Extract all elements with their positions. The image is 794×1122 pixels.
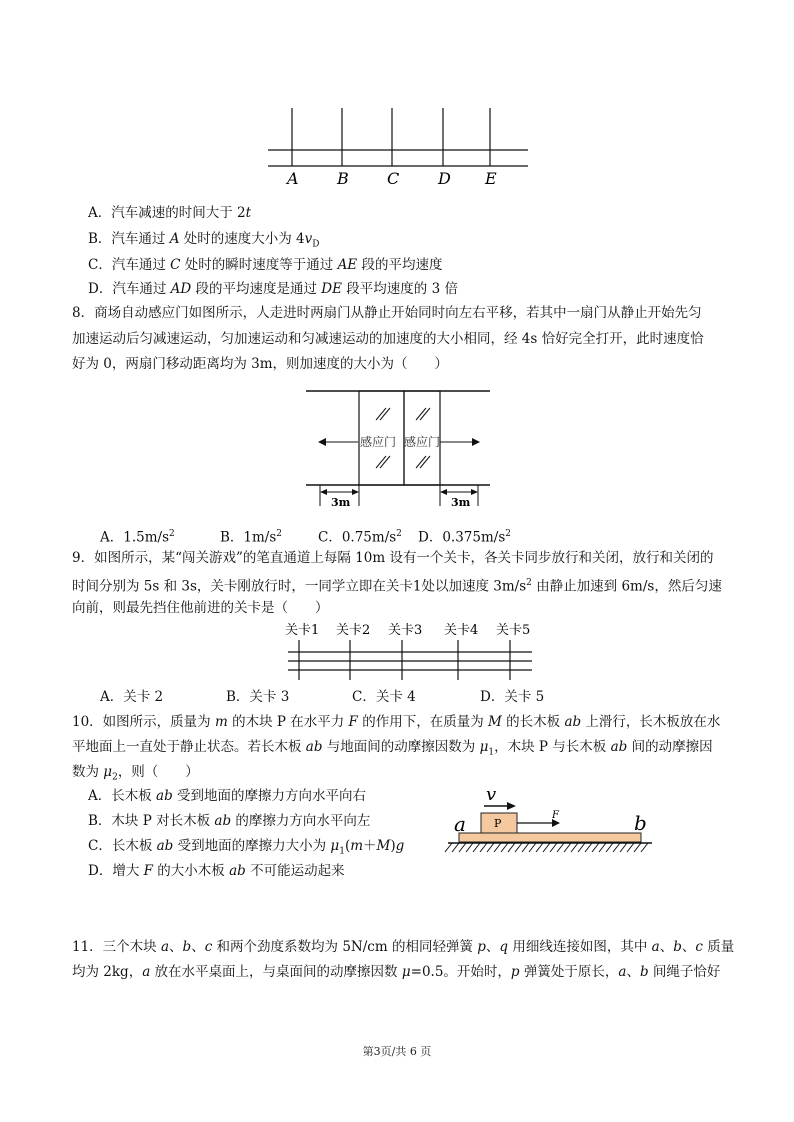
ground-hatch-line — [445, 843, 452, 852]
q9-checkpoint-figure — [282, 618, 538, 684]
q10-end-a: a — [454, 812, 466, 836]
q8-option-c: C．$0.75m/s^2$ — [318, 529, 402, 546]
ground-hatch-line — [480, 843, 487, 852]
ground-hatch-line — [557, 843, 564, 852]
q7-option-d: D．汽车通过 AD 段的平均速度是通过 DE 段平均速度的 3 倍 — [88, 281, 458, 297]
q7-label-e: E — [485, 169, 497, 188]
ground-hatch-line — [543, 843, 550, 852]
q10-option-c: C．长木板 ab 受到地面的摩擦力大小为 $\mu_1(m+M)g$ — [88, 838, 405, 857]
ground-hatch-line — [508, 843, 515, 852]
q9-option-a: A．关卡 2 — [100, 689, 164, 705]
ground-hatch-line — [487, 843, 494, 852]
q9-label-4: 关卡4 — [444, 623, 479, 638]
ground-hatch-line — [522, 843, 529, 852]
ground-hatch-line — [592, 843, 599, 852]
q8-door-figure — [306, 386, 490, 514]
q8-door-label-right: 感应门 — [404, 435, 441, 449]
ground-hatch-line — [452, 843, 459, 852]
ground-hatch-line — [529, 843, 536, 852]
q8-stem-line1: 8．商场自动感应门如图所示，人走进时两扇门从静止开始同时向左右平移，若其中一扇门从静止开始先匀 — [72, 305, 702, 321]
ground-hatch-line — [515, 843, 522, 852]
ground-hatch-line — [501, 843, 508, 852]
ground-hatch-line — [585, 843, 592, 852]
ground-hatch-line — [627, 843, 634, 852]
ground-hatch-line — [641, 843, 648, 852]
q11-stem-line2: 均为 2kg，a 放在水平桌面上，与桌面间的动摩擦因数 μ=0.5。开始时，p 弹簧处于原长，a、b 间绳子恰好 — [72, 964, 721, 980]
q8-option-d: D．$0.375m/s^2$ — [418, 529, 511, 546]
q9-label-1: 关卡1 — [285, 623, 320, 638]
q10-force-label: F — [552, 810, 559, 821]
q7-label-c: C — [387, 169, 400, 188]
q9-option-c: C．关卡 4 — [352, 689, 416, 705]
q8-stem-line3: 好为 0，两扇门移动距离均为 3m，则加速度的大小为（ ） — [72, 356, 449, 372]
q10-stem-line2: 平地面上一直处于静止状态。若长木板 ab 与地面间的动摩擦因数为 $\mu_1$，木块 P 与长木板 ab 间的动摩擦因 — [72, 739, 713, 758]
q9-option-d: D．关卡 5 — [480, 689, 545, 705]
q7-label-b: B — [337, 169, 349, 188]
q9-label-2: 关卡2 — [336, 623, 371, 638]
q7-option-b: B．汽车通过 A 处时的速度大小为 $4v_D$ — [88, 231, 320, 250]
q9-option-b: B．关卡 3 — [226, 689, 290, 705]
q10-option-b: B．木块 P 对长木板 ab 的摩擦力方向水平向左 — [88, 813, 371, 829]
q10-board-ab — [459, 833, 641, 842]
q9-stem-line2: 时间分别为 5s 和 3s，关卡刚放行时，一同学立即在关卡1处以加速度 $3m/s^2$ 由静止加速到 6m/s，然后匀速 — [72, 578, 722, 595]
ground-hatch-line — [613, 843, 620, 852]
q11-stem-line1: 11．三个木块 a、b、c 和两个劲度系数均为 5N/cm 的相同轻弹簧 p、q 用细线连接如图，其中 a、b、c 质量 — [72, 939, 735, 955]
q10-velocity-label: v — [486, 784, 497, 805]
ground-hatch-line — [564, 843, 571, 852]
q8-dist-label-right: 3m — [451, 496, 471, 509]
ground-hatch-line — [578, 843, 585, 852]
q8-dist-label-left: 3m — [331, 496, 351, 509]
q7-figure — [262, 104, 534, 190]
ground-hatch-line — [473, 843, 480, 852]
q10-option-d: D．增大 F 的大小木板 ab 不可能运动起来 — [88, 863, 345, 879]
ground-hatch-line — [620, 843, 627, 852]
q9-stem-line3: 向前，则最先挡住他前进的关卡是（ ） — [72, 600, 329, 616]
q7-option-a: A．汽车减速的时间大于 2t — [88, 205, 252, 221]
q10-stem-line1: 10．如图所示，质量为 m 的木块 P 在水平力 F 的作用下，在质量为 M 的长木板 ab 上滑行，长木板放在水 — [72, 714, 721, 730]
q9-label-5: 关卡5 — [496, 623, 531, 638]
q10-board-figure — [444, 780, 656, 860]
q8-stem-line2: 加速运动后匀减速运动，匀加速运动和匀减速运动的加速度的大小相同，经 4s 恰好完全打开，此时速度恰 — [72, 331, 704, 347]
q10-option-a: A．长木板 ab 受到地面的摩擦力方向水平向右 — [88, 788, 367, 804]
ground-hatch-line — [606, 843, 613, 852]
q10-stem-line3: 数为 $\mu_2$，则（ ） — [72, 764, 199, 783]
q8-option-b: B．$1m/s^2$ — [220, 529, 283, 546]
q10-end-b: b — [634, 811, 647, 835]
q7-option-c: C．汽车通过 C 处时的瞬时速度等于通过 AE 段的平均速度 — [88, 257, 443, 273]
ground-hatch-line — [634, 843, 641, 852]
ground-hatch-line — [459, 843, 466, 852]
ground-hatch-line — [536, 843, 543, 852]
ground-hatch-line — [571, 843, 578, 852]
q8-door-label-left: 感应门 — [360, 435, 397, 449]
q9-stem-line1: 9．如图所示，某“闯关游戏”的笔直通道上每隔 10m 设有一个关卡，各关卡同步放行和关闭，放行和关闭的 — [72, 550, 714, 566]
q7-label-d: D — [438, 169, 451, 188]
q10-block-label: P — [494, 817, 502, 830]
ground-hatch-line — [550, 843, 557, 852]
ground-hatch-line — [599, 843, 606, 852]
ground-hatch-line — [466, 843, 473, 852]
q9-label-3: 关卡3 — [388, 623, 423, 638]
ground-hatch-line — [494, 843, 501, 852]
q7-label-a: A — [287, 169, 299, 188]
q8-option-a: A．$1.5m/s^2$ — [100, 529, 175, 546]
page-number: 第3页/共 6 页 — [362, 1045, 432, 1058]
